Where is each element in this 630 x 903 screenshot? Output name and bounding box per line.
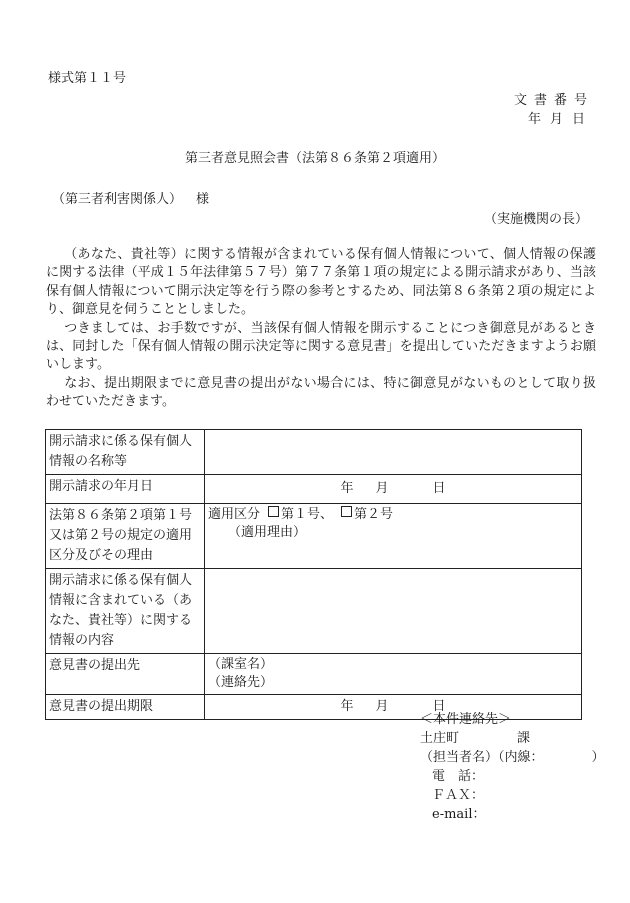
reason-label: （適用理由） [228,525,307,540]
request-date-label: 開示請求の年月日 [46,475,205,504]
table-row-info-name [46,430,582,475]
table-row-info-content [46,569,582,654]
option1-checkbox[interactable] [268,506,279,517]
contact-dept-suffix: 課 [517,731,531,746]
request-date-day: 日 [432,481,446,496]
option2-label: 第２号 [354,507,394,522]
form-number: 様式第１１号 [48,71,127,86]
inquiry-details-table [45,429,582,720]
info-name-value[interactable] [205,430,582,475]
document-date-label: 年月日 [527,112,594,127]
deadline-month: 月 [375,699,389,714]
body-paragraph-3: なお、提出期限までに意見書の提出がない場合には、特に御意見がないものとして取り扱わせていただきます。 [46,375,596,410]
contact-department [420,729,605,748]
body-paragraph-2: つきましては、お手数ですが、当該保有個人情報を開示することにつき御意見があるときは、同封した「保有個人情報の開示決定等に関する意見書」を提出していただきますようお願いします。 [46,320,596,373]
document-number-label: 文書番号 [513,93,594,108]
submission-destination-value [205,654,582,695]
deadline-day: 日 [432,699,446,714]
info-name-label: 開示請求に係る保有個人情報の名称等 [46,430,205,475]
body-paragraph-1: （あなた、貴社等）に関する情報が含まれている保有個人情報について、個人情報の保護に関する法律（平成１５年法律第５７号）第７７条第１項の規定による開示請求があり、当該保有個人情報について開示決定等を行う際の参考とするため、同法第８６条第２項の規定により、御意見を伺うこととしました。 [46,247,596,318]
submission-deadline-label: 意見書の提出期限 [46,695,205,720]
option1-label: 第１号、 [281,507,334,522]
document-title: 第三者意見照会書（法第８６条第２項適用） [184,151,445,166]
contact-person-close: ） [591,750,605,765]
addressee-honorific: 様 [196,192,210,207]
info-content-value[interactable] [205,569,582,654]
contact-town: 土庄町 [420,731,460,746]
contact-person-label: （担当者名）（内線： [420,750,544,765]
sender-agency-head: （実施機関の長） [483,212,588,227]
contact-heading: ＜本件連絡先＞ [420,712,512,727]
contact-phone: 電 話： [432,769,485,784]
letter-body [46,246,596,412]
info-content-label: 開示請求に係る保有個人情報に含まれている（あなた、貴社等）に関する情報の内容 [46,569,205,654]
contact-block [420,710,605,824]
section-name-label: （課室名） [208,657,274,672]
applicable-category-value [205,504,582,569]
contact-fax: ＦＡＸ： [432,788,485,803]
table-row-request-date [46,475,582,504]
contact-info-label: （連絡先） [208,675,274,690]
request-date-value[interactable] [205,475,582,504]
request-date-year: 年 [340,481,354,496]
category-label: 適用区分 [208,507,261,522]
contact-person [420,748,605,767]
request-date-month: 月 [375,481,389,496]
option2-checkbox[interactable] [341,506,352,517]
deadline-year: 年 [340,699,354,714]
applicable-category-label: 法第８６条第２項第１号又は第２号の規定の適用区分及びその理由 [46,504,205,569]
table-row-applicable-category [46,504,582,569]
table-row-submission-destination [46,654,582,695]
submission-destination-label: 意見書の提出先 [46,654,205,695]
contact-email: e-mail： [432,807,486,822]
addressee-name: （第三者利害関係人） [52,192,183,207]
